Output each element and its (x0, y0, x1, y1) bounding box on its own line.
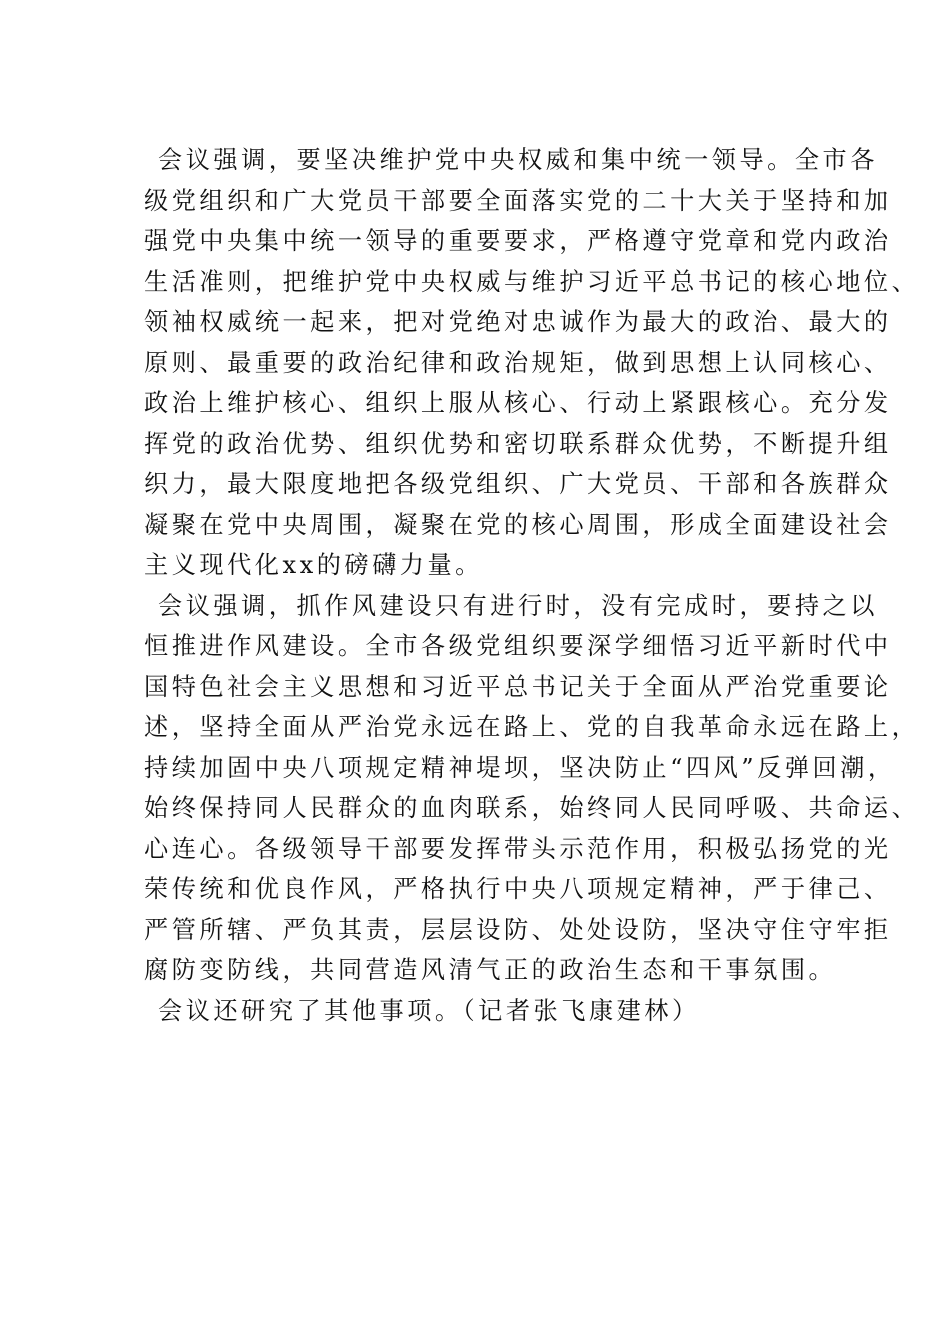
paragraph-line: 国特色社会主义思想和习近平总书记关于全面从严治党重要论 (144, 672, 892, 701)
paragraph-line: 恒推进作风建设。全市各级党组织要深学细悟习近平新时代中 (144, 632, 892, 660)
paragraph-2 (144, 586, 920, 991)
paragraph-line: 凝聚在党中央周围，凝聚在党的核心周围，形成全面建设社会 (144, 510, 892, 539)
paragraph-line: 持续加固中央八项规定精神堤坝，坚决防止“四风”反弹回潮， (144, 753, 896, 782)
paragraph-line: 腐防变防线，共同营造风清气正的政治生态和干事氛围。 (144, 956, 837, 984)
paragraph-line: 挥党的政治优势、组织优势和密切联系群众优势，不断提升组 (144, 429, 892, 458)
paragraph-1 (144, 140, 920, 586)
paragraph-line: 级党组织和广大党员干部要全面落实党的二十大关于坚持和加 (144, 186, 892, 215)
paragraph-3 (144, 991, 844, 1032)
paragraph-line: 始终保持同人民群众的血肉联系，始终同人民同呼吸、共命运、 (144, 794, 920, 822)
paragraph-line: 严管所辖、严负其责，层层设防、处处设防，坚决守住守牢拒 (144, 915, 892, 944)
paragraph-line: 领袖权威统一起来，把对党绝对忠诚作为最大的政治、最大的 (144, 308, 892, 336)
article-body (144, 140, 920, 1031)
paragraph-line: 会议还研究了其他事项。（记者张飞康建林） (158, 996, 700, 1025)
paragraph-line: 主义现代化xx的磅礴力量。 (144, 551, 483, 579)
paragraph-line: 政治上维护核心、组织上服从核心、行动上紧跟核心。充分发 (144, 389, 892, 417)
paragraph-line: 荣传统和优良作风，严格执行中央八项规定精神，严于律己、 (144, 875, 892, 903)
paragraph-line: 原则、最重要的政治纪律和政治规矩，做到思想上认同核心、 (144, 348, 892, 377)
paragraph-line: 会议强调，要坚决维护党中央权威和集中统一领导。全市各 (158, 146, 878, 174)
paragraph-line: 织力，最大限度地把各级党组织、广大党员、干部和各族群众 (144, 470, 892, 498)
paragraph-line: 述，坚持全面从严治党永远在路上、党的自我革命永远在路上， (144, 713, 920, 741)
paragraph-line: 强党中央集中统一领导的重要要求，严格遵守党章和党内政治 (144, 227, 892, 255)
paragraph-line: 会议强调，抓作风建设只有进行时，没有完成时，要持之以 (158, 591, 878, 620)
paragraph-line: 心连心。各级领导干部要发挥带头示范作用，积极弘扬党的光 (144, 834, 892, 863)
paragraph-line: 生活准则，把维护党中央权威与维护习近平总书记的核心地位、 (144, 267, 920, 296)
